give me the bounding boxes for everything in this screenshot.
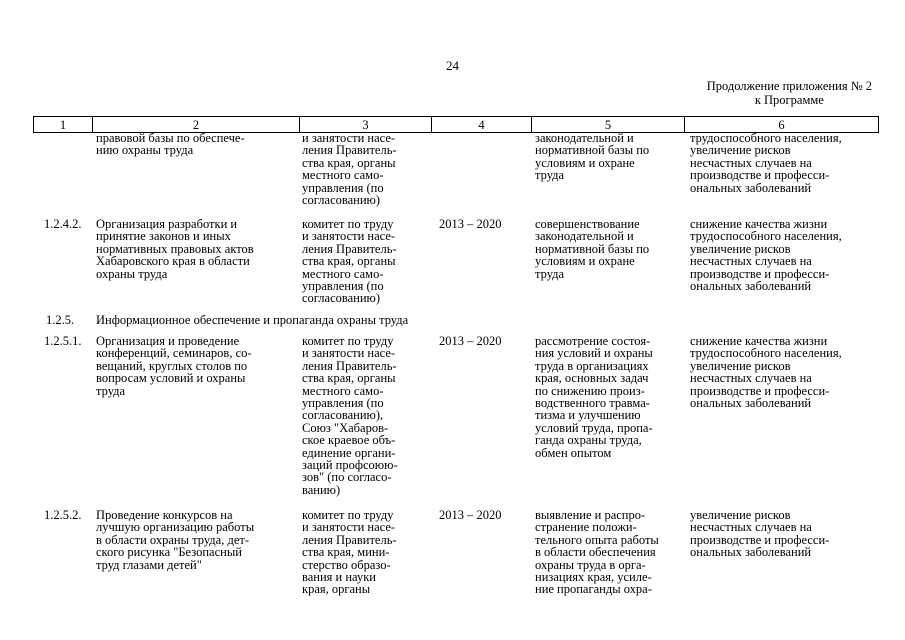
row-1242-result: совершенствование законодательной и нормативной базы по условиям и охране труда (535, 217, 650, 281)
header-col-4: 4 (432, 117, 532, 133)
header-col-1: 1 (34, 117, 93, 133)
row-1242-executor: комитет по труду и занятости насе- ления Правитель- ства края, органы местного само- управления (по согласованию) (302, 217, 397, 306)
row-1252-result: выявление и распро- странение положи- тельного опыта работы в области обеспечения охраны труда в орга- низациях края, усиле- ние пропаганды охра- (535, 508, 659, 597)
row-1251-executor: комитет по труду и занятости насе- ления Правитель- ства края, органы местного само- управления (по согласованию), Союз "Хабаров- ское краевое объ- единение органи- заций профсоюю- зов" (по согласо- ванию) (302, 334, 398, 497)
row-1242-number: 1.2.4.2. (44, 217, 82, 231)
top-row-effect: трудоспособного населения, увеличение рисков несчастных случаев на производстве и професси- ональных заболеваний (690, 131, 842, 195)
section-125-number: 1.2.5. (46, 313, 75, 327)
row-1252-number: 1.2.5.2. (44, 508, 82, 522)
row-1251-result: рассмотрение состоя- ния условий и охраны труда в организациях края, основных задач по снижению произ- водственного травма- тизма и улучшению условий труда, пропа- ганда охраны труда, обмен опытом (535, 334, 653, 460)
row-1251-period: 2013 – 2020 (439, 334, 502, 348)
top-row-executor: и занятости насе- ления Правитель- ства края, органы местного само- управления (по согласованию) (302, 131, 397, 208)
header-col-3: 3 (300, 117, 432, 133)
continuation-line-1: Продолжение приложения № 2 (706, 79, 872, 93)
top-row-result: законодательной и нормативной базы по условиям и охране труда (535, 131, 650, 183)
row-1252-executor: комитет по труду и занятости насе- ления Правитель- ства края, мини- стерство образо- вания и науки края, органы (302, 508, 397, 597)
header-col-2: 2 (93, 117, 300, 133)
row-1242-effect: снижение качества жизни трудоспособного населения, увеличение рисков несчастных случаев на производстве и професси- ональных заболеваний (690, 217, 842, 294)
row-1251-measure: Организация и проведение конференций, семинаров, со- вещаний, круглых столов по вопросам условий и охраны труда (96, 334, 252, 398)
page-number: 24 (446, 58, 459, 73)
header-col-5: 5 (532, 117, 685, 133)
header-col-6: 6 (685, 117, 879, 133)
continuation-note (707, 80, 872, 107)
continuation-line-2: к Программе (754, 92, 824, 107)
row-1242-period: 2013 – 2020 (439, 217, 502, 231)
row-1252-period: 2013 – 2020 (439, 508, 502, 522)
row-1242-measure: Организация разработки и принятие законов и иных нормативных правовых актов Хабаровского края в области охраны труда (96, 217, 254, 281)
row-1252-effect: увеличение рисков несчастных случаев на производстве и професси- ональных заболеваний (690, 508, 830, 560)
row-1251-effect: снижение качества жизни трудоспособного населения, увеличение рисков несчастных случаев на производстве и професси- ональных заболеваний (690, 334, 842, 411)
top-row-measure: правовой базы по обеспече- нию охраны труда (96, 131, 245, 158)
row-1252-measure: Проведение конкурсов на лучшую организацию работы в области охраны труда, дет- ского рисунка "Безопасный труд глазами детей" (96, 508, 255, 572)
section-125-title: Информационное обеспечение и пропаганда охраны труда (96, 313, 409, 327)
row-1251-number: 1.2.5.1. (44, 334, 82, 348)
